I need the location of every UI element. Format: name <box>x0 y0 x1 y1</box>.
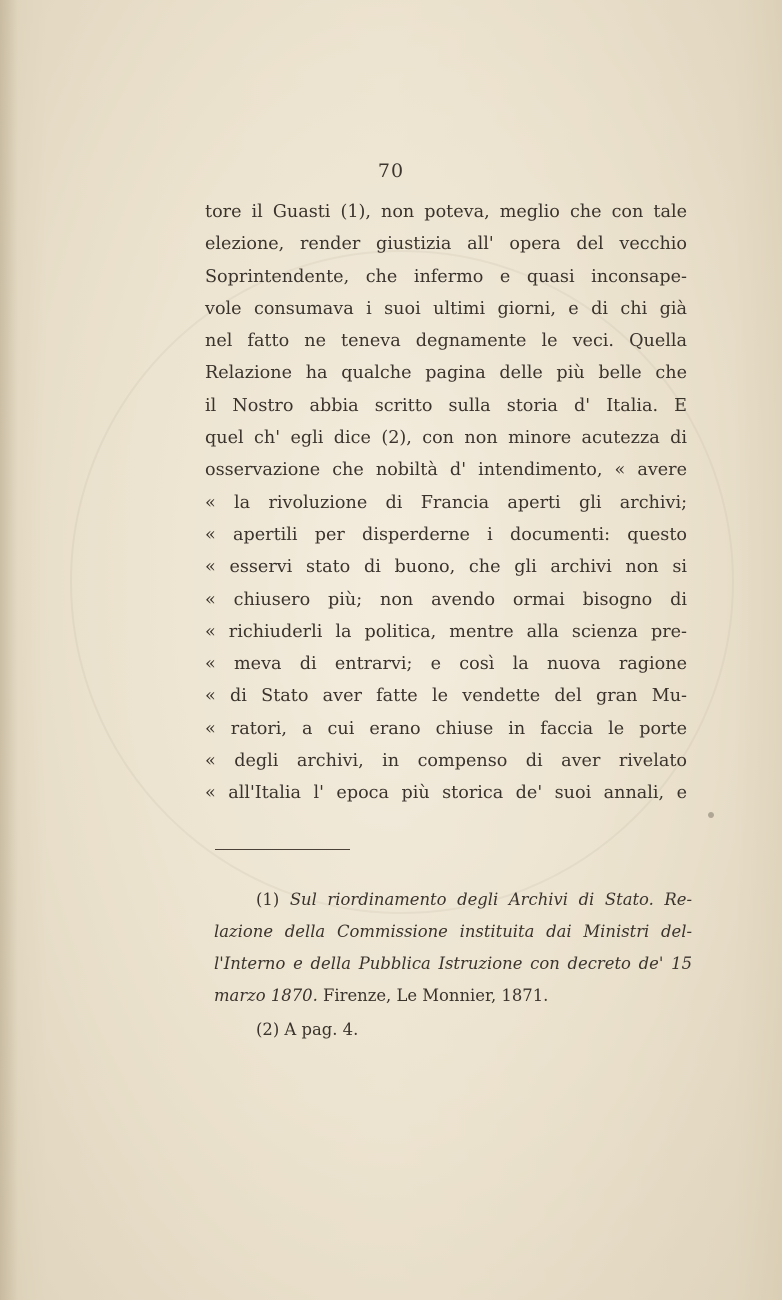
footnote-1-title: Sul riordinamento degli Archivi di Stato. Re- <box>289 890 693 909</box>
footnote-1-publisher: Firenze, Le Monnier, 1871. <box>323 986 549 1005</box>
text-line: nel fatto ne teneva degnamente le veci. Quella <box>205 331 687 352</box>
body-text <box>205 196 687 810</box>
text-line: « esservi stato di buono, che gli archivi non si <box>205 557 687 578</box>
text-line: « chiusero più; non avendo ormai bisogno di <box>205 589 687 610</box>
footnote-1-line <box>214 884 692 916</box>
text-line: tore il Guasti (1), non poteva, meglio che con tale <box>205 202 687 222</box>
text-line: quel ch' egli dice (2), con non minore acutezza di <box>205 428 687 449</box>
footnote-2: (2) A pag. 4. <box>256 1020 359 1039</box>
text-line: Soprintendente, che infermo e quasi inconsape- <box>205 266 687 287</box>
text-line: « meva di entrarvi; e così la nuova ragione <box>205 654 687 675</box>
text-line: « la rivoluzione di Francia aperti gli archivi; <box>205 492 687 513</box>
paper-speck <box>708 812 714 818</box>
text-line: « ratori, a cui erano chiuse in faccia le porte <box>205 718 687 739</box>
text-line: « all'Italia l' epoca più storica de' suoi annali, e <box>205 783 687 804</box>
text-line: Relazione ha qualche pagina delle più belle che <box>205 363 687 384</box>
page-number: 70 <box>377 160 405 182</box>
text-line: « degli archivi, in compenso di aver rivelato <box>205 751 687 772</box>
footnotes <box>214 884 692 1046</box>
footnote-1-date: marzo 1870. <box>214 986 318 1005</box>
footnote-1-line <box>214 980 692 1012</box>
text-line: « richiuderli la politica, mentre alla scienza pre- <box>205 621 687 642</box>
text-line: vole consumava i suoi ultimi giorni, e di chi già <box>205 298 687 319</box>
text-line: elezione, render giustizia all' opera del vecchio <box>205 234 687 255</box>
footnote-separator <box>215 849 350 850</box>
text-line: osservazione che nobiltà d' intendimento, « avere <box>205 460 687 481</box>
footnote-1-line: lazione della Commissione instituita dai Ministri del- <box>214 922 692 941</box>
text-line: « apertili per disperderne i documenti: questo <box>205 524 687 545</box>
footnote-1-line: l'Interno e della Pubblica Istruzione con decreto de' 15 <box>214 954 692 973</box>
footnote-1-number: (1) <box>256 890 280 909</box>
text-line: « di Stato aver fatte le vendette del gran Mu- <box>205 686 687 707</box>
text-line: il Nostro abbia scritto sulla storia d' Italia. E <box>205 395 687 416</box>
